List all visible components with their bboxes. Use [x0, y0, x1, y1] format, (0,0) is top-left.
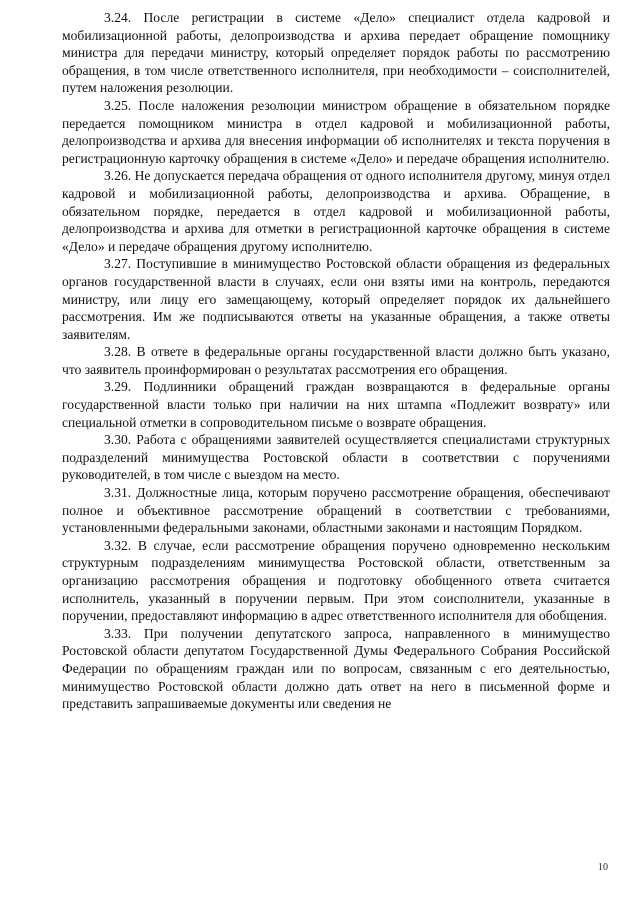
- paragraph-3-26: 3.26. Не допускается передача обращения от одного исполнителя другому, минуя отдел кадровой и мобилизационной работы, делопроизводства и архива. Обращение, в обязательном порядке, передается в отдел кадровой и мобилизационной работы, делопроизводства и архива для отметки в регистрационной карточке обращения в системе «Дело» и передаче обращения другому исполнителю.: [62, 168, 610, 254]
- document-body: [62, 9, 610, 713]
- paragraph-3-24: 3.24. После регистрации в системе «Дело» специалист отдела кадровой и мобилизационной работы, делопроизводства и архива передает обращение помощнику министра для передачи министру, который определяет порядок работы по рассмотрению обращения, в том числе ответственного исполнителя, при необходимости – соисполнителей, путем наложения резолюции.: [62, 10, 610, 96]
- paragraph-3-25: 3.25. После наложения резолюции министром обращение в обязательном порядке передается помощником министра в отдел кадровой и мобилизационной работы, делопроизводства и архива для внесения информации об исполнителях и текста поручения в регистрационную карточку обращения в системе «Дело» и передаче обращения исполнителю.: [62, 97, 610, 166]
- paragraph-3-28: 3.28. В ответе в федеральные органы государственной власти должно быть указано, что заявитель проинформирован о результатах рассмотрения его обращения.: [62, 344, 610, 377]
- paragraph-3-32: 3.32. В случае, если рассмотрение обращения поручено одновременно нескольким структурным подразделениям минимущества Ростовской области, ответственным за организацию рассмотрения обращения и подготовку обобщенного ответа считается исполнитель, указанный в поручении первым. При этом соисполнители, указанные в поручении, предоставляют информацию в адрес ответственного исполнителя для обобщения.: [62, 537, 610, 624]
- paragraph-3-33: 3.33. При получении депутатского запроса, направленного в минимущество Ростовской области депутатом Государственной Думы Федерального Собрания Российской Федерации по обращениям граждан или по вопросам, связанным с его деятельностью, минимущество Ростовской области должно дать ответ на него в письменной форме и представить запрашиваемые документы или сведения не: [62, 625, 610, 712]
- paragraph-3-27: 3.27. Поступившие в минимущество Ростовской области обращения из федеральных органов государственной власти в случаях, если они взяты ими на контроль, передаются министру, или лицу его замещающему, который определяет порядок их дальнейшего рассмотрения. Им же подписываются ответы на указанные обращения, а также ответы заявителям.: [62, 256, 610, 342]
- paragraph-3-31: 3.31. Должностные лица, которым поручено рассмотрение обращения, обеспечивают полное и объективное рассмотрение обращений в соответствии с требованиями, установленными федеральными законами, областными законами и настоящим Порядком.: [62, 485, 610, 536]
- paragraph-3-30: 3.30. Работа с обращениями заявителей осуществляется специалистами структурных подразделений минимущества Ростовской области в соответствии с поручениями руководителей, в том числе с выездом на место.: [62, 432, 610, 483]
- page-number: 10: [598, 862, 608, 873]
- paragraph-3-29: 3.29. Подлинники обращений граждан возвращаются в федеральные органы государственной власти только при наличии на них штампа «Подлежит возврату» или специальной отметки в сопроводительном письме о возврате обращения.: [62, 379, 610, 430]
